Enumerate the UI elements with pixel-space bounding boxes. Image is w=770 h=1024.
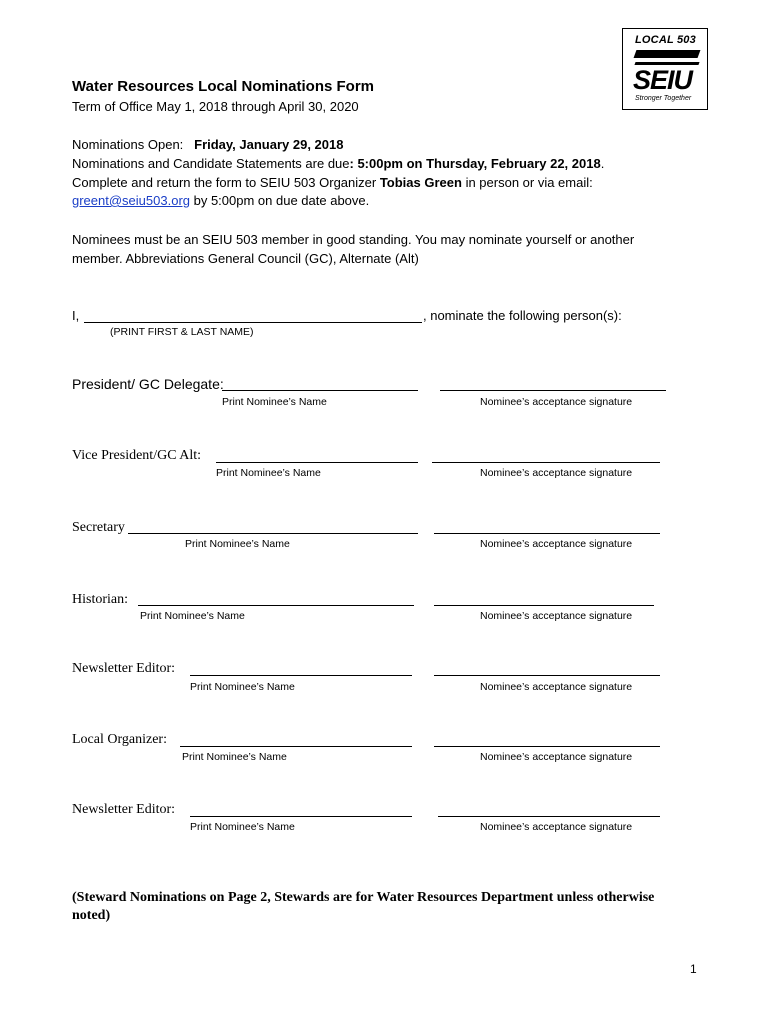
return-suffix: in person or via email: [461, 175, 593, 190]
eligibility-line-2: member. Abbreviations General Council (GC), Alternate (Alt) [72, 251, 419, 266]
nominee-signature-field[interactable] [432, 462, 660, 463]
signature-caption: Nominee’s acceptance signature [480, 538, 633, 550]
steward-note: (Steward Nominations on Page 2, Stewards are for Water Resources Department unless otherwise noted) [72, 890, 655, 923]
name-caption: Print Nominee’s Name [216, 467, 321, 479]
nominations-due-line [72, 156, 604, 171]
name-caption: Print Nominee’s Name [190, 821, 295, 833]
name-caption: Print Nominee’s Name [182, 751, 287, 763]
return-prefix: Complete and return the form to SEIU 503 Organizer [72, 175, 380, 190]
signature-caption: Nominee’s acceptance signature [480, 681, 633, 693]
nominee-name-field[interactable] [138, 605, 414, 606]
name-caption: Print Nominee’s Name [222, 396, 327, 408]
name-caption: Print Nominee’s Name [140, 610, 245, 622]
page-number: 1 [690, 962, 697, 976]
nominee-name-field[interactable] [190, 675, 412, 676]
email-suffix: by 5:00pm on due date above. [190, 193, 370, 208]
nominations-open-label: Nominations Open: [72, 137, 184, 152]
logo-stripe [634, 50, 701, 58]
organizer-email-link[interactable]: greent@seiu503.org [72, 193, 190, 208]
name-caption: Print Nominee’s Name [185, 538, 290, 550]
signature-caption: Nominee’s acceptance signature [480, 396, 633, 408]
office-label-local-organizer: Local Organizer: [72, 732, 167, 747]
office-label-vice-president: Vice President/GC Alt: [72, 448, 202, 463]
office-label-secretary: Secretary [72, 520, 125, 535]
organizer-name: Tobias Green [379, 175, 462, 190]
nominee-signature-field[interactable] [440, 390, 666, 391]
signature-caption: Nominee’s acceptance signature [480, 467, 633, 479]
nominee-name-field[interactable] [190, 816, 412, 817]
nominee-signature-field[interactable] [434, 675, 660, 676]
nominee-name-field[interactable] [180, 746, 412, 747]
nominator-name-field[interactable] [84, 322, 422, 323]
nominations-open-date: Friday, January 29, 2018 [194, 137, 344, 152]
office-label-president: President/ GC Delegate: [72, 376, 224, 392]
due-suffix: . [600, 156, 605, 171]
eligibility-line-1: Nominees must be an SEIU 503 member in good standing. You may nominate yourself or another [72, 232, 635, 247]
nominator-caption: (PRINT FIRST & LAST NAME) [110, 326, 254, 338]
office-label-historian: Historian: [72, 592, 128, 607]
nominee-signature-field[interactable] [434, 605, 654, 606]
seiu-logo [622, 28, 708, 110]
office-label-newsletter-editor: Newsletter Editor: [72, 661, 176, 676]
nominator-prefix: I, [72, 308, 80, 323]
name-caption: Print Nominee’s Name [190, 681, 295, 693]
due-date: : 5:00pm on Thursday, February 22, 2018 [349, 156, 601, 171]
nominee-signature-field[interactable] [434, 533, 660, 534]
logo-tagline: Stronger Together [635, 95, 692, 102]
logo-local-text: LOCAL 503 [635, 34, 696, 46]
signature-caption: Nominee’s acceptance signature [480, 610, 633, 622]
nominee-name-field[interactable] [222, 390, 418, 391]
term-of-office: Term of Office May 1, 2018 through April 30, 2020 [72, 99, 359, 114]
form-title: Water Resources Local Nominations Form [72, 78, 375, 95]
email-line [72, 193, 369, 208]
due-prefix: Nominations and Candidate Statements are due [72, 156, 350, 171]
logo-brand: SEIU [633, 65, 693, 95]
signature-caption: Nominee’s acceptance signature [480, 821, 633, 833]
nominator-suffix: , nominate the following person(s): [423, 308, 622, 323]
nominations-open-line [72, 137, 343, 152]
nominee-name-field[interactable] [128, 533, 418, 534]
nominee-name-field[interactable] [216, 462, 418, 463]
nominee-signature-field[interactable] [434, 746, 660, 747]
signature-caption: Nominee’s acceptance signature [480, 751, 633, 763]
nominee-signature-field[interactable] [438, 816, 660, 817]
return-instructions-line [72, 175, 593, 190]
office-label-newsletter-editor-2: Newsletter Editor: [72, 802, 176, 817]
